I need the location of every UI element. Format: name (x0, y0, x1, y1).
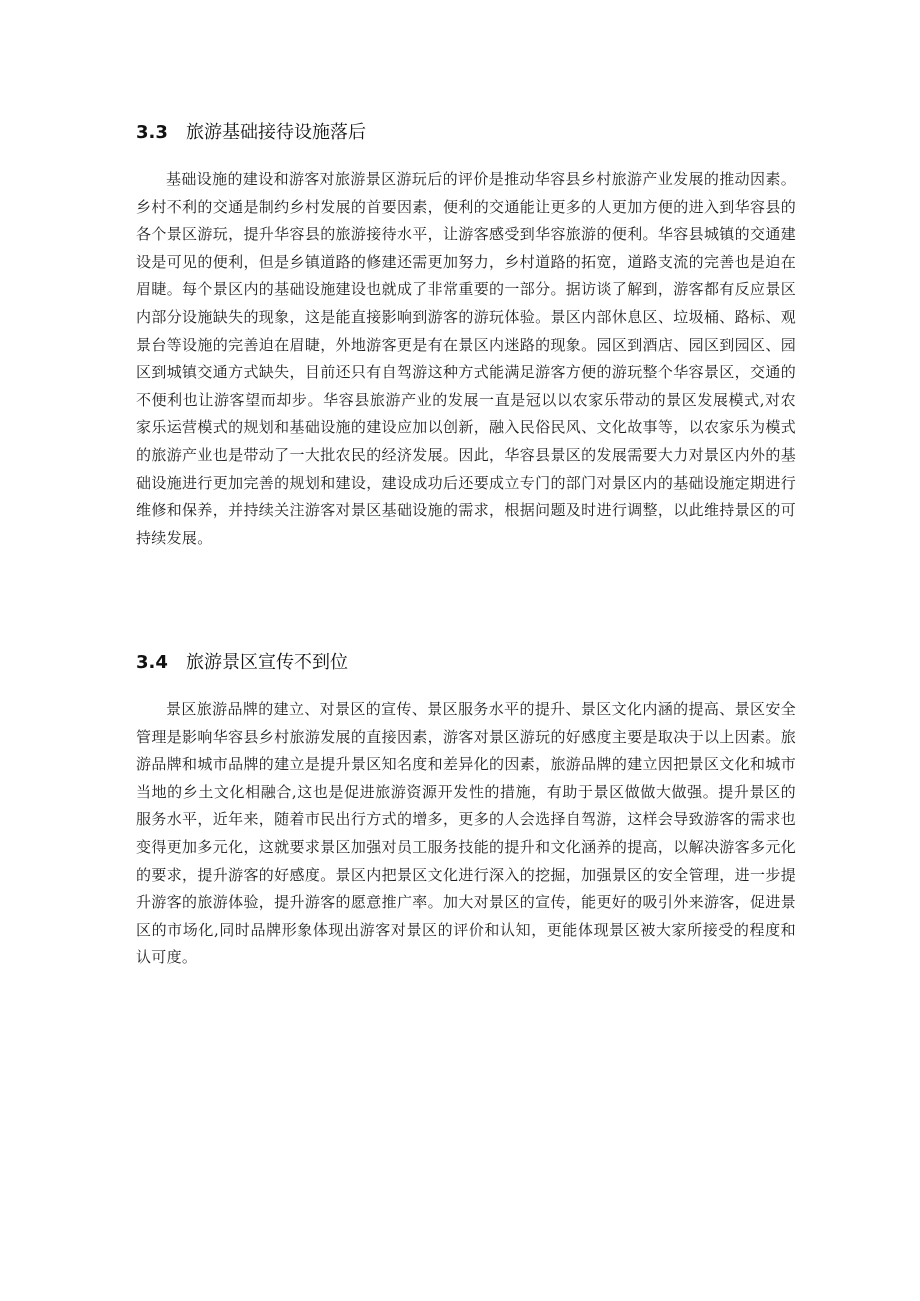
section-number: 3.4 (136, 652, 168, 673)
section-heading (136, 648, 796, 682)
body-paragraph: 景区旅游品牌的建立、对景区的宣传、景区服务水平的提升、景区文化内涵的提高、景区安全管理是影响华容县乡村旅游发展的直接因素，游客对景区游玩的好感度主要是取决于以上因素。旅游品牌和城市品牌的建立是提升景区知名度和差异化的因素，旅游品牌的建立因把景区文化和城市当地的乡土文化相融合,这也是促进旅游资源开发性的措施，有助于景区做做大做强。提升景区的服务水平，近年来，随着市民出行方式的增多，更多的人会选择自驾游，这样会导致游客的需求也变得更加多元化，这就要求景区加强对员工服务技能的提升和文化涵养的提高，以解决游客多元化的要求，提升游客的好感度。景区内把景区文化进行深入的挖掘，加强景区的安全管理，进一步提升游客的旅游体验，提升游客的愿意推广率。加大对景区的宣传，能更好的吸引外来游客，促进景区的市场化,同时品牌形象体现出游客对景区的评价和认知，更能体现景区被大家所接受的程度和认可度。 (136, 700, 796, 967)
section-heading (136, 118, 796, 152)
section-title: 旅游景区宣传不到位 (186, 652, 348, 673)
section-number: 3.3 (136, 122, 168, 143)
body-paragraph: 基础设施的建设和游客对旅游景区游玩后的评价是推动华容县乡村旅游产业发展的推动因素。乡村不利的交通是制约乡村发展的首要因素，便利的交通能让更多的人更加方便的进入到华容县的各个景区游玩，提升华容县的旅游接待水平，让游客感受到华容旅游的便利。华容县城镇的交通建设是可见的便利，但是乡镇道路的修建还需更加努力，乡村道路的拓宽，道路支流的完善也是迫在眉睫。每个景区内的基础设施建设也就成了非常重要的一部分。据访谈了解到，游客都有反应景区内部分设施缺失的现象，这是能直接影响到游客的游玩体验。景区内部休息区、垃圾桶、路标、观景台等设施的完善迫在眉睫，外地游客更是有在景区内迷路的现象。园区到酒店、园区到园区、园区到城镇交通方式缺失，目前还只有自驾游这种方式能满足游客方便的游玩整个华容景区，交通的不便利也让游客望而却步。华容县旅游产业的发展一直是冠以以农家乐带动的景区发展模式,对农家乐运营模式的规划和基础设施的建设应加以创新，融入民俗民风、文化故事等，以农家乐为模式的旅游产业也是带动了一大批农民的经济发展。因此，华容县景区的发展需要大力对景区内外的基础设施进行更加完善的规划和建设，建设成功后还要成立专门的部门对景区内的基础设施定期进行维修和保养，并持续关注游客对景区基础设施的需求，根据问题及时进行调整，以此维持景区的可持续发展。 (136, 170, 796, 547)
section-3-3 (136, 118, 796, 552)
section-3-4 (136, 648, 796, 972)
section-title: 旅游基础接待设施落后 (186, 122, 366, 143)
